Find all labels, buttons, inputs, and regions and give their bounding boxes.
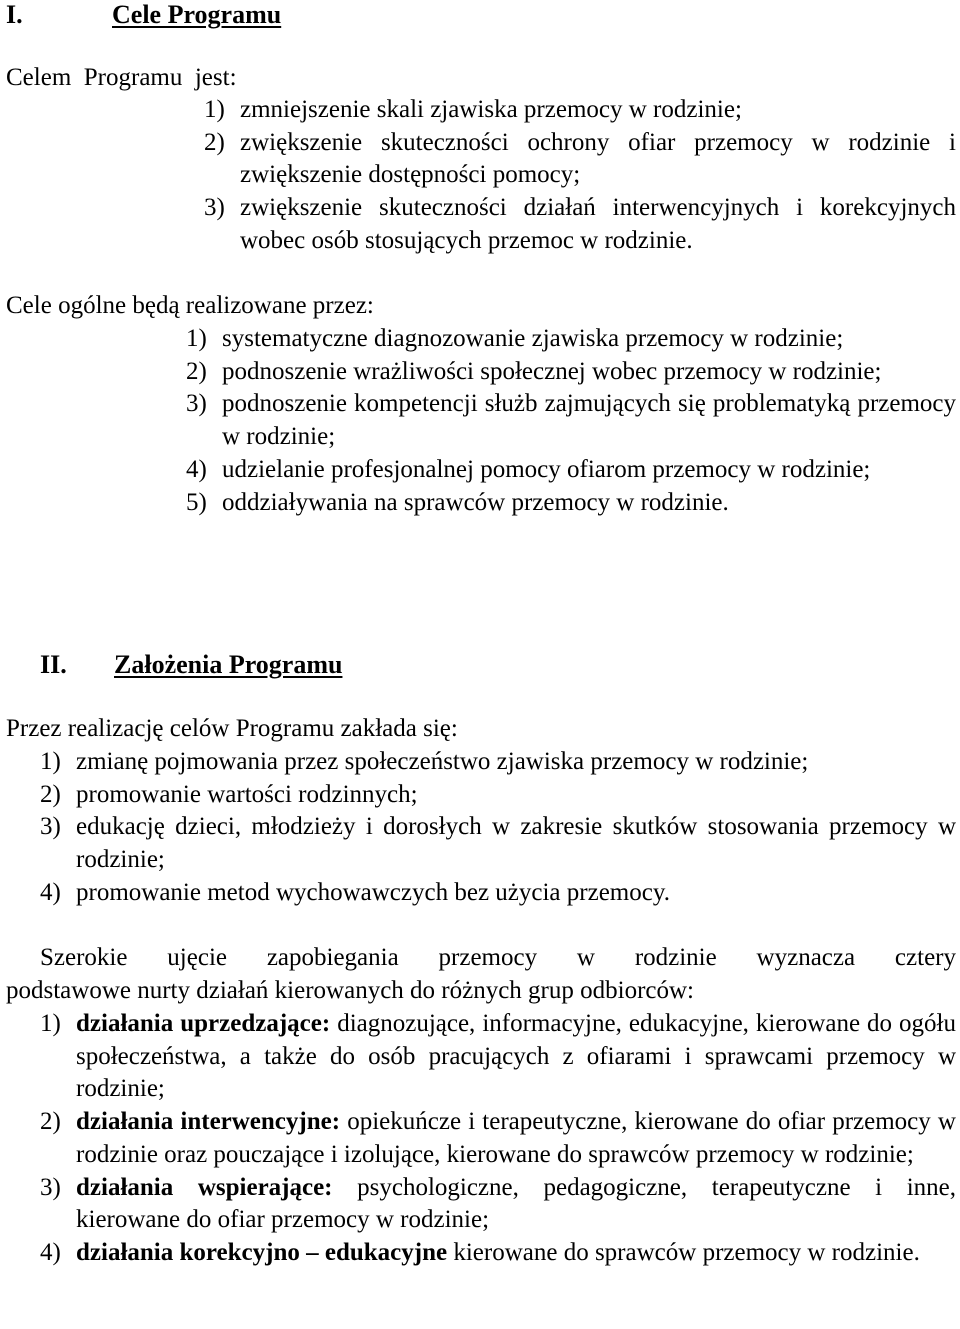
general-goal-text: systematyczne diagnozowanie zjawiska przemocy w rodzinie;	[222, 325, 844, 352]
general-goal-item-2	[186, 356, 956, 389]
assumption-item-3	[40, 811, 956, 876]
general-goal-text: podnoszenie wrażliwości społecznej wobec przemocy w rodzinie;	[222, 357, 882, 385]
general-goal-item-1	[186, 323, 956, 356]
section-1-heading	[6, 0, 281, 30]
section-2-intro: Przez realizację celów Programu zakłada się:	[6, 715, 458, 742]
action-text: opiekuńcze i terapeutyczne, kierowane do ofiar przemocy w rodzinie oraz pouczające i izolujące, kierowane do sprawców przemocy w rodzinie;	[76, 1108, 956, 1168]
general-goal-number: 3)	[186, 390, 207, 418]
goal-item-3	[204, 192, 956, 257]
assumption-number: 3)	[40, 813, 61, 841]
section-2-title: Założenia Programu	[114, 650, 343, 679]
goal-item-2	[204, 127, 956, 192]
section-1-intro: Celem Programu jest:	[6, 64, 237, 91]
assumption-text: promowanie metod wychowawczych bez użycia przemocy.	[76, 878, 670, 906]
assumption-number: 2)	[40, 780, 61, 808]
action-text: kierowane do sprawców przemocy w rodzinie.	[447, 1238, 920, 1266]
assumption-number: 1)	[40, 748, 61, 775]
general-goal-item-4	[186, 454, 956, 487]
assumptions-list	[40, 746, 956, 910]
action-item-4	[40, 1237, 956, 1270]
goal-item-1	[204, 94, 956, 127]
assumption-text: edukację dzieci, młodzieży i dorosłych w zakresie skutków stosowania przemocy w rodzinie;	[76, 813, 956, 874]
action-label: działania korekcyjno – edukacyjne	[76, 1238, 448, 1266]
section-1-number: I.	[6, 0, 23, 29]
assumption-item-1	[40, 746, 956, 779]
assumption-item-2	[40, 779, 956, 812]
general-goal-item-3	[186, 388, 956, 453]
goals-list	[204, 94, 956, 258]
general-goal-number: 4)	[186, 455, 207, 483]
action-number: 2)	[40, 1108, 61, 1136]
assumption-item-4	[40, 877, 956, 910]
action-item-1	[40, 1008, 956, 1106]
prevention-line-2: podstawowe nurty działań kierowanych do różnych grup odbiorców:	[6, 976, 695, 1004]
goal-text: zmniejszenie skali zjawiska przemocy w rodzinie;	[240, 96, 742, 123]
goal-number: 3)	[204, 194, 225, 222]
action-text: psychologiczne, pedagogiczne, terapeutyczne i inne, kierowane do ofiar przemocy w rodzinie;	[76, 1173, 956, 1234]
section-2-heading	[40, 650, 342, 680]
action-item-3	[40, 1172, 956, 1237]
goal-number: 1)	[204, 96, 225, 123]
prevention-paragraph	[6, 942, 956, 1007]
actions-list	[40, 1008, 956, 1270]
prevention-line-1: Szerokie ujęcie zapobiegania przemocy w rodzinie wyznacza cztery	[40, 944, 956, 971]
action-label: działania interwencyjne:	[76, 1108, 341, 1136]
action-number: 4)	[40, 1238, 61, 1266]
general-goal-number: 5)	[186, 488, 207, 516]
action-item-2	[40, 1106, 956, 1171]
general-goal-text: udzielanie profesjonalnej pomocy ofiarom przemocy w rodzinie;	[222, 455, 871, 483]
general-goal-text: podnoszenie kompetencji służb zajmujących się problematyką przemocy w rodzinie;	[222, 390, 956, 451]
assumption-text: zmianę pojmowania przez społeczeństwo zjawiska przemocy w rodzinie;	[76, 748, 809, 775]
general-goal-number: 2)	[186, 357, 207, 385]
goal-text: zwiększenie skuteczności działań interwencyjnych i korekcyjnych wobec osób stosujących przemoc w rodzinie.	[240, 194, 956, 254]
action-text: diagnozujące, informacyjne, edukacyjne, kierowane do ogółu społeczeństwa, a także do osób pracujących z ofiarami i sprawcami przemocy w rodzinie;	[76, 1010, 956, 1103]
section-1-title: Cele Programu	[112, 0, 282, 29]
general-goal-item-5	[186, 487, 956, 520]
assumption-number: 4)	[40, 878, 61, 906]
action-label: działania wspierające:	[76, 1173, 333, 1201]
section-2-number: II.	[40, 650, 67, 679]
general-goals-intro: Cele ogólne będą realizowane przez:	[6, 292, 374, 319]
assumption-text: promowanie wartości rodzinnych;	[76, 780, 418, 808]
general-goals-list	[186, 323, 956, 519]
action-number: 1)	[40, 1010, 61, 1037]
goal-number: 2)	[204, 128, 225, 156]
action-number: 3)	[40, 1173, 61, 1201]
action-label: działania uprzedzające:	[76, 1010, 331, 1037]
general-goal-text: oddziaływania na sprawców przemocy w rodzinie.	[222, 488, 729, 516]
general-goal-number: 1)	[186, 325, 207, 352]
goal-text: zwiększenie skuteczności ochrony ofiar przemocy w rodzinie i zwiększenie dostępności pomocy;	[240, 128, 956, 189]
